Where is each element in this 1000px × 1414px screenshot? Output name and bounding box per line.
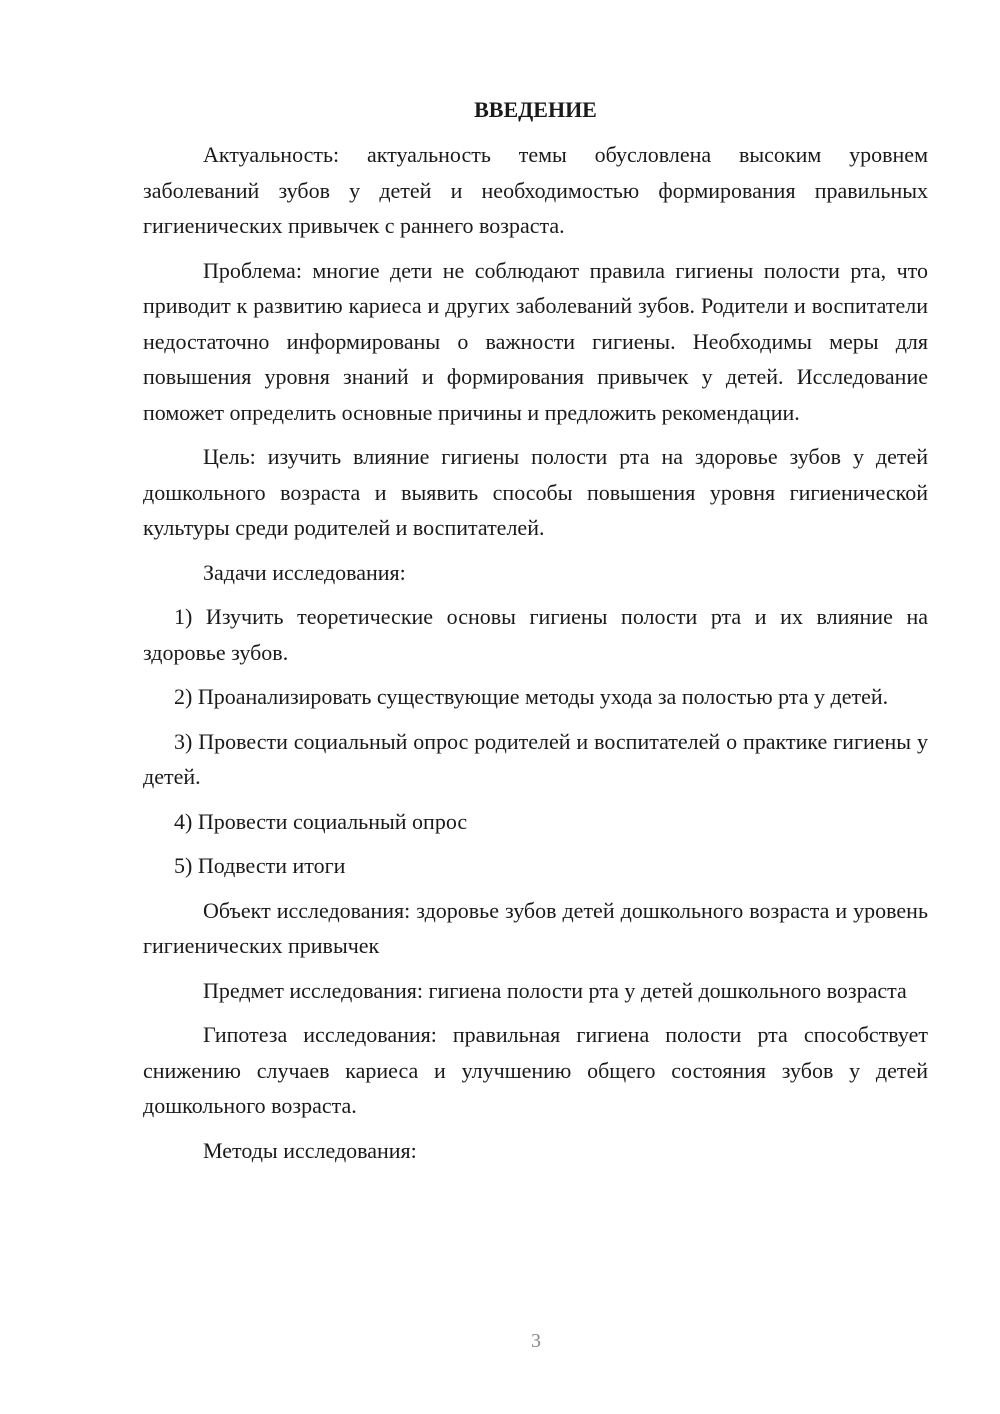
page-number: 3 <box>531 1330 541 1352</box>
paragraph-relevance: Актуальность: актуальность темы обусловлена высоким уровнем заболеваний зубов у детей и необходимостью формирования правильных гигиенических привычек с раннего возраста. <box>143 142 928 238</box>
task-item-1: 1) Изучить теоретические основы гигиены полости рта и их влияние на здоровье зубов. <box>143 604 928 665</box>
task-item-5: 5) Подвести итоги <box>174 853 346 878</box>
paragraph-problem: Проблема: многие дети не соблюдают правила гигиены полости рта, что приводит к развитию кариеса и других заболеваний зубов. Родители и воспитатели недостаточно информированы о важности гигиены. Необходимы меры для повышения уровня знаний и формирования привычек у детей. Исследование поможет определить основные причины и предложить рекомендации. <box>143 257 928 425</box>
document-page <box>143 94 928 1177</box>
paragraph-object: Объект исследования: здоровье зубов детей дошкольного возраста и уровень гигиенических привычек <box>143 897 928 958</box>
paragraph-goal: Цель: изучить влияние гигиены полости рта на здоровье зубов у детей дошкольного возраста и выявить способы повышения уровня гигиенической культуры среди родителей и воспитателей. <box>143 444 928 540</box>
paragraph-tasks-heading: Задачи исследования: <box>203 559 406 585</box>
paragraph-methods: Методы исследования: <box>203 1137 417 1163</box>
task-item-2: 2) Проанализировать существующие методы ухода за полостью рта у детей. <box>174 684 889 709</box>
paragraph-hypothesis: Гипотеза исследования: правильная гигиена полости рта способствует снижению случаев кариеса и улучшению общего состояния зубов у детей дошкольного возраста. <box>143 1022 928 1118</box>
paragraph-subject: Предмет исследования: гигиена полости рта у детей дошкольного возраста <box>203 977 907 1003</box>
task-item-4: 4) Провести социальный опрос <box>174 808 468 834</box>
section-title: ВВЕДЕНИЕ <box>474 97 597 122</box>
task-item-3: 3) Провести социальный опрос родителей и воспитателей о практике гигиены у детей. <box>143 728 928 789</box>
